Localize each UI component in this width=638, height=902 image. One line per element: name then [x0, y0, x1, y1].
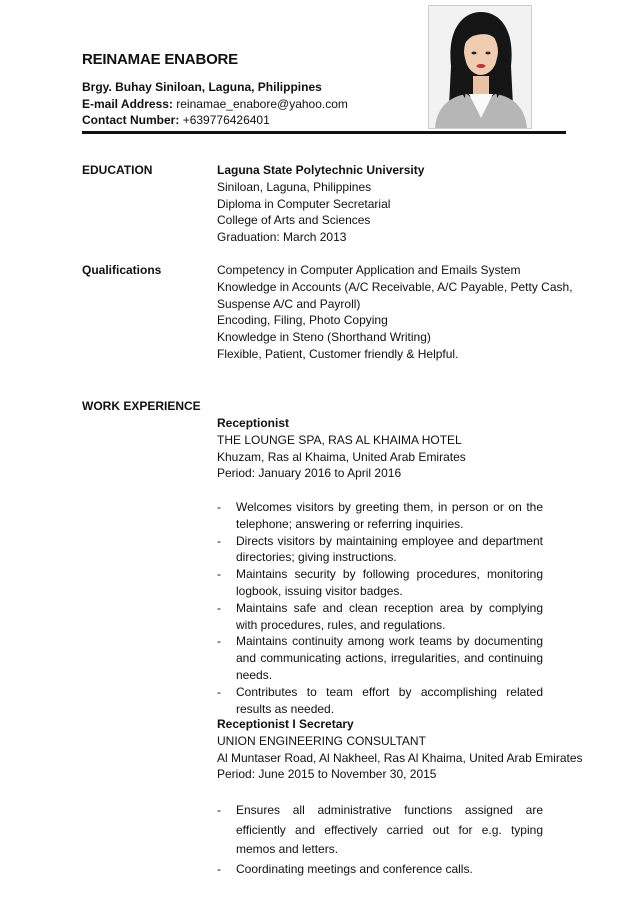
- profile-photo: [428, 5, 532, 129]
- duty-item: [217, 684, 543, 718]
- dash-marker: -: [217, 803, 221, 817]
- job-period: Period: January 2016 to April 2016: [217, 466, 402, 481]
- duty-text: Maintains safe and clean reception area by complying with procedures, rules, and regulations.: [236, 600, 543, 632]
- work-experience-label: WORK EXPERIENCE: [82, 399, 201, 413]
- header-divider: [82, 131, 566, 134]
- qualification-line: Knowledge in Steno (Shorthand Writing): [217, 330, 431, 345]
- duty-item: [217, 533, 543, 567]
- duty-item: [217, 600, 543, 634]
- dash-marker: -: [217, 634, 221, 649]
- education-label: EDUCATION: [82, 163, 153, 177]
- duty-text: Maintains security by following procedures, monitoring logbook, issuing visitor badges.: [236, 567, 543, 598]
- job-company: THE LOUNGE SPA, RAS AL KHAIMA HOTEL: [217, 432, 462, 447]
- contact-value: +639776426401: [182, 113, 270, 127]
- job-period: Period: June 2015 to November 30, 2015: [217, 767, 437, 782]
- candidate-name: REINAMAE ENABORE: [82, 51, 238, 68]
- duty-text: Welcomes visitors by greeting them, in person or on the telephone; answering or referring inquiries.: [236, 500, 543, 531]
- job-location: Al Muntaser Road, Al Nakheel, Ras Al Khaima, United Arab Emirates: [217, 750, 583, 765]
- duty-text: Directs visitors by maintaining employee and department directories; giving instructions.: [236, 533, 543, 565]
- dash-marker: -: [217, 600, 221, 615]
- job-company: UNION ENGINEERING CONSULTANT: [217, 733, 426, 748]
- qualification-line: Suspense A/C and Payroll): [217, 296, 361, 311]
- education-line: Graduation: March 2013: [217, 230, 347, 245]
- duty-item: [217, 801, 543, 860]
- dash-marker: -: [217, 500, 221, 514]
- job-1-duties: [217, 499, 543, 717]
- dash-marker: -: [217, 567, 221, 582]
- duty-text: Coordinating meetings and conference calls.: [236, 861, 473, 876]
- qualifications-block: [217, 262, 573, 363]
- duty-text: Maintains continuity among work teams by documenting and communicating actions, irregularities, and continuing needs.: [236, 634, 543, 682]
- job-title: Receptionist: [217, 416, 290, 430]
- dash-marker: -: [217, 684, 221, 699]
- job-location: Khuzam, Ras al Khaima, United Arab Emirates: [217, 449, 466, 464]
- duty-item: [217, 860, 543, 880]
- duty-item: [217, 633, 543, 683]
- qualification-line: Flexible, Patient, Customer friendly & Helpful.: [217, 346, 459, 361]
- duty-item: [217, 566, 543, 600]
- dash-marker: -: [217, 861, 221, 876]
- qualification-line: Knowledge in Accounts (A/C Receivable, A/C Payable, Petty Cash,: [217, 279, 573, 294]
- job-1-header: [217, 415, 543, 482]
- duty-text: Ensures all administrative functions assigned are efficiently and effectively carried out for e.g. typing memos and letters.: [236, 803, 543, 856]
- qualification-line: Encoding, Filing, Photo Copying: [217, 313, 388, 328]
- education-line: Diploma in Computer Secretarial: [217, 196, 391, 211]
- education-block: [217, 162, 543, 246]
- dash-marker: -: [217, 533, 221, 548]
- school-name: Laguna State Polytechnic University: [217, 163, 425, 177]
- education-line: Siniloan, Laguna, Philippines: [217, 179, 372, 194]
- address: Brgy. Buhay Siniloan, Laguna, Philippines: [82, 80, 322, 94]
- job-2-header: [217, 716, 583, 783]
- job-title: Receptionist I Secretary: [217, 717, 354, 731]
- qualifications-label: Qualifications: [82, 263, 162, 277]
- education-line: College of Arts and Sciences: [217, 213, 371, 228]
- job-2-duties: [217, 801, 543, 879]
- contact-label: Contact Number:: [82, 113, 180, 127]
- email-value: reinamae_enabore@yahoo.com: [176, 97, 348, 111]
- duty-text: Contributes to team effort by accomplishing related results as needed.: [236, 684, 543, 716]
- email-label: E-mail Address:: [82, 97, 173, 111]
- duty-item: [217, 499, 543, 533]
- qualification-line: Competency in Computer Application and Emails System: [217, 263, 521, 277]
